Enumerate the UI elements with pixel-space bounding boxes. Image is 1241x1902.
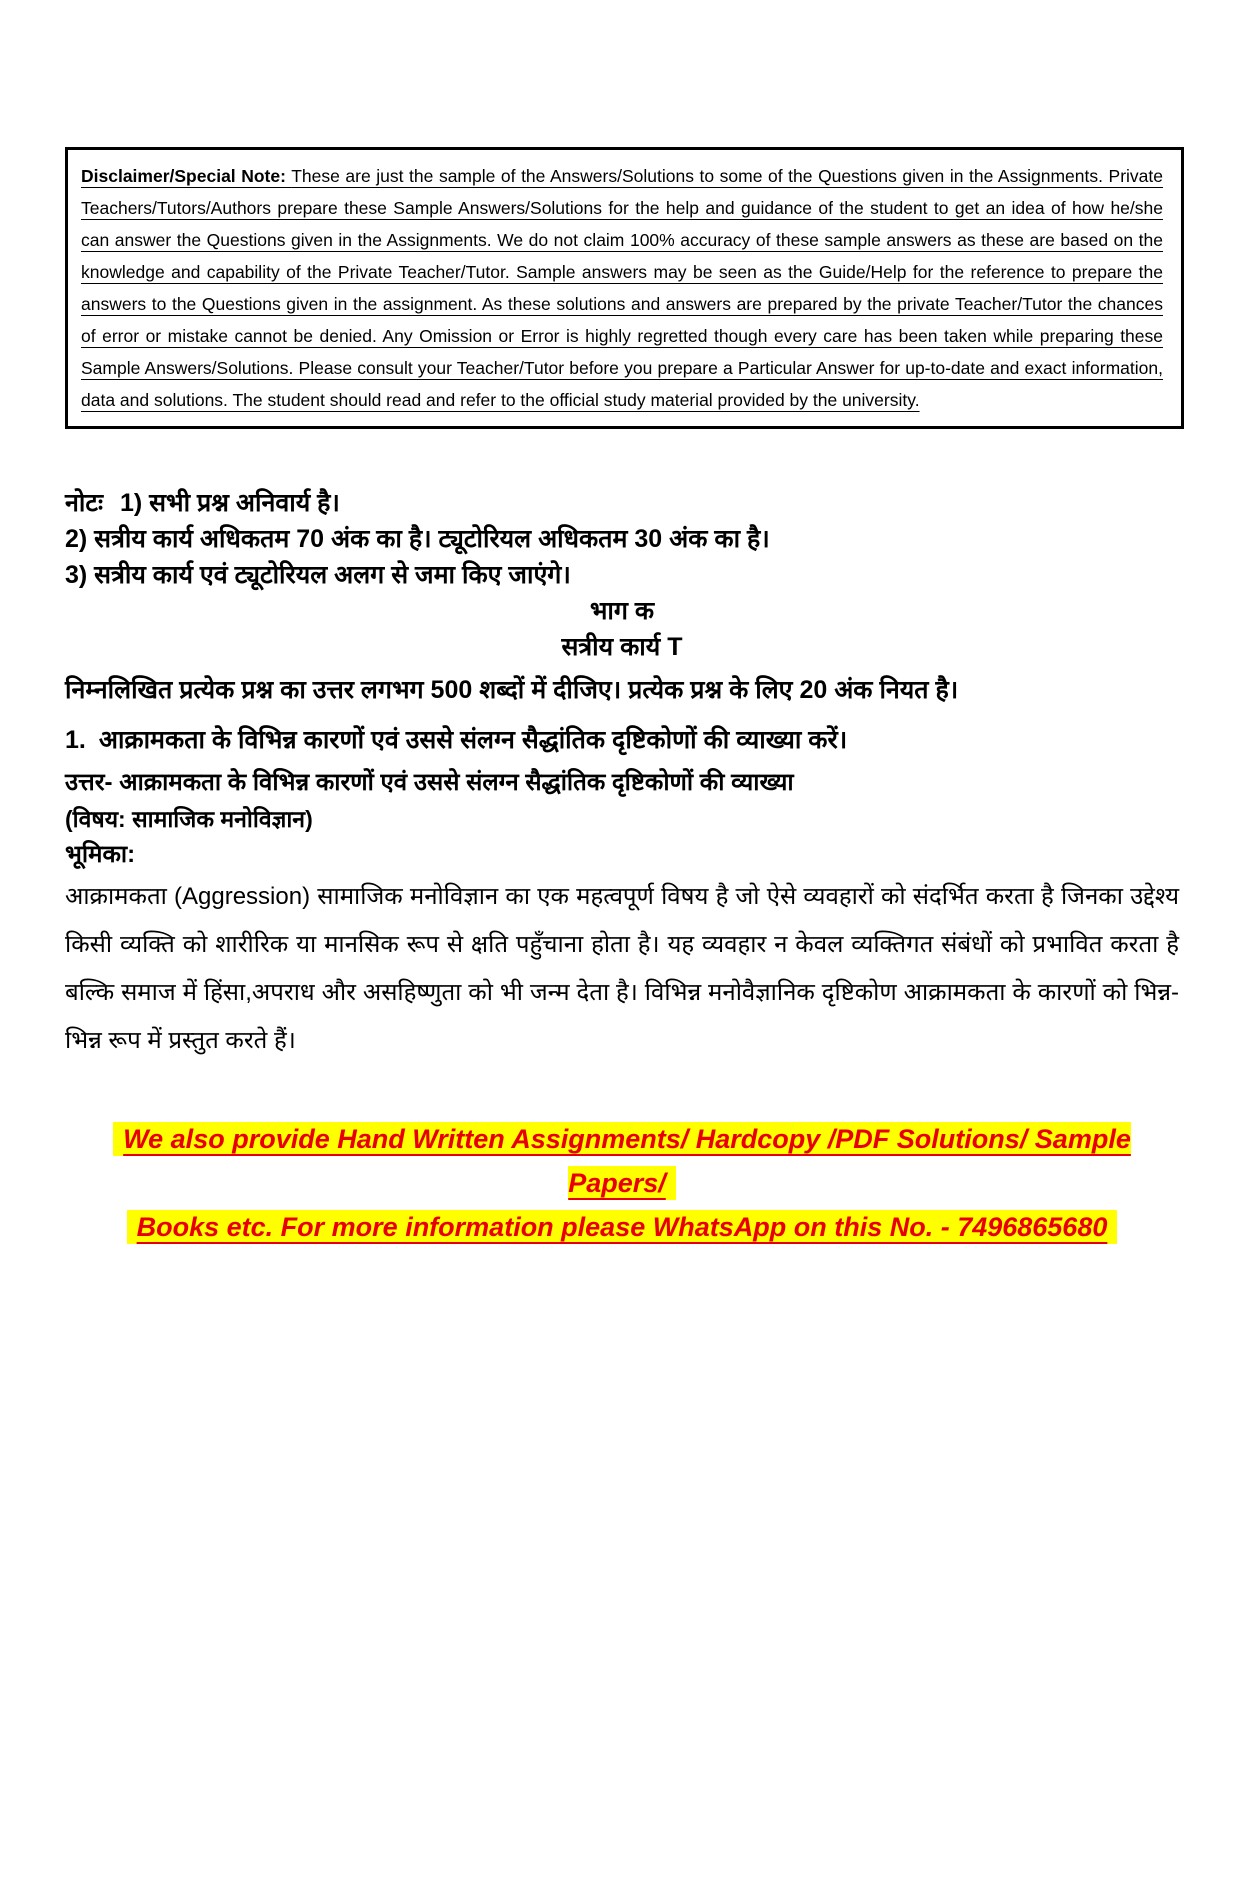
note-item-1: 1) सभी प्रश्न अनिवार्य है। — [119, 489, 340, 517]
subject-line: (विषय: सामाजिक मनोविज्ञान) — [65, 806, 313, 832]
disclaimer-box — [65, 147, 1184, 429]
note-item-2: 2) सत्रीय कार्य अधिकतम 70 अंक का है। ट्यूटोरियल अधिकतम 30 अंक का है। — [65, 525, 770, 553]
note-line-3 — [65, 557, 1179, 593]
footer-banner — [65, 1117, 1179, 1249]
part-heading: भाग क — [589, 597, 655, 625]
footer-line-1: We also provide Hand Written Assignments/ Hardcopy /PDF Solutions/ Sample Papers/ — [113, 1122, 1131, 1200]
answer-heading — [65, 765, 1179, 801]
note-item-3: 3) सत्रीय कार्य एवं ट्यूटोरियल अलग से जमा किए जाएंगे। — [65, 561, 571, 589]
disclaimer-paragraph — [81, 160, 1163, 416]
answer-heading-text: आक्रामकता के विभिन्न कारणों एवं उससे संलग्न सैद्धांतिक दृष्टिकोणों की व्याख्या — [119, 769, 794, 796]
assignment-content — [65, 485, 1179, 1249]
footer-row-2 — [65, 1205, 1179, 1249]
question-1-number: 1. — [65, 726, 86, 754]
question-1-text: आक्रामकता के विभिन्न कारणों एवं उससे संलग्न सैद्धांतिक दृष्टिकोणों की व्याख्या करें। — [98, 726, 848, 754]
note-line-2 — [65, 521, 1179, 557]
note-line-1 — [65, 485, 1179, 521]
intro-paragraph: आक्रामकता (Aggression) सामाजिक मनोविज्ञान का एक महत्वपूर्ण विषय है जो ऐसे व्यवहारों को संदर्भित करता है जिनका उद्देश्य किसी व्यक्ति को शारीरिक या मानसिक रूप से क्षति पहुँचाना होता है। यह व्यवहार न केवल व्यक्तिगत संबंधों को प्रभावित करता है बल्कि समाज में हिंसा,अपराध और असहिष्णुता को भी जन्म देता है। विभिन्न मनोवैज्ञानिक दृष्टिकोण आक्रामकता के कारणों को भिन्न-भिन्न रूप में प्रस्तुत करते हैं। — [65, 883, 1179, 1054]
disclaimer-body: These are just the sample of the Answers/Solutions to some of the Questions given in the Assignments. Private Teachers/Tutors/Authors prepare these Sample Answers/Solutions for the help and guidance of the student to get an idea of how he/she can answer the Questions given in the Assignments. We do not claim 100% accuracy of these sample answers as these are based on the knowledge and capability of the Private Teacher/Tutor. Sample answers may be seen as the Guide/Help for the reference to prepare the answers to the Questions given in the assignment. As these solutions and answers are prepared by the private Teacher/Tutor the chances of error or mistake cannot be denied. Any Omission or Error is highly regretted though every care has been taken while preparing these Sample Answers/Solutions. Please consult your Teacher/Tutor before you prepare a Particular Answer for up-to-date and exact information, data and solutions. The student should read and refer to the official study material provided by the university. — [81, 166, 1164, 410]
section-heading-bhumika: भूमिका: — [65, 841, 136, 868]
session-heading: सत्रीय कार्य T — [561, 633, 683, 661]
question-1 — [65, 715, 1179, 765]
instruction-text: निम्नलिखित प्रत्येक प्रश्न का उत्तर लगभग 500 शब्दों में दीजिए। प्रत्येक प्रश्न के लिए 20 अंक नियत है। — [65, 676, 959, 704]
footer-line-2: Books etc. For more information please WhatsApp on this No. - 7496865680 — [127, 1210, 1118, 1244]
disclaimer-label: Disclaimer/Special Note: — [81, 166, 286, 186]
note-label: नोटः — [65, 489, 104, 517]
footer-row-1 — [65, 1117, 1179, 1205]
answer-label: उत्तर- — [65, 769, 113, 796]
